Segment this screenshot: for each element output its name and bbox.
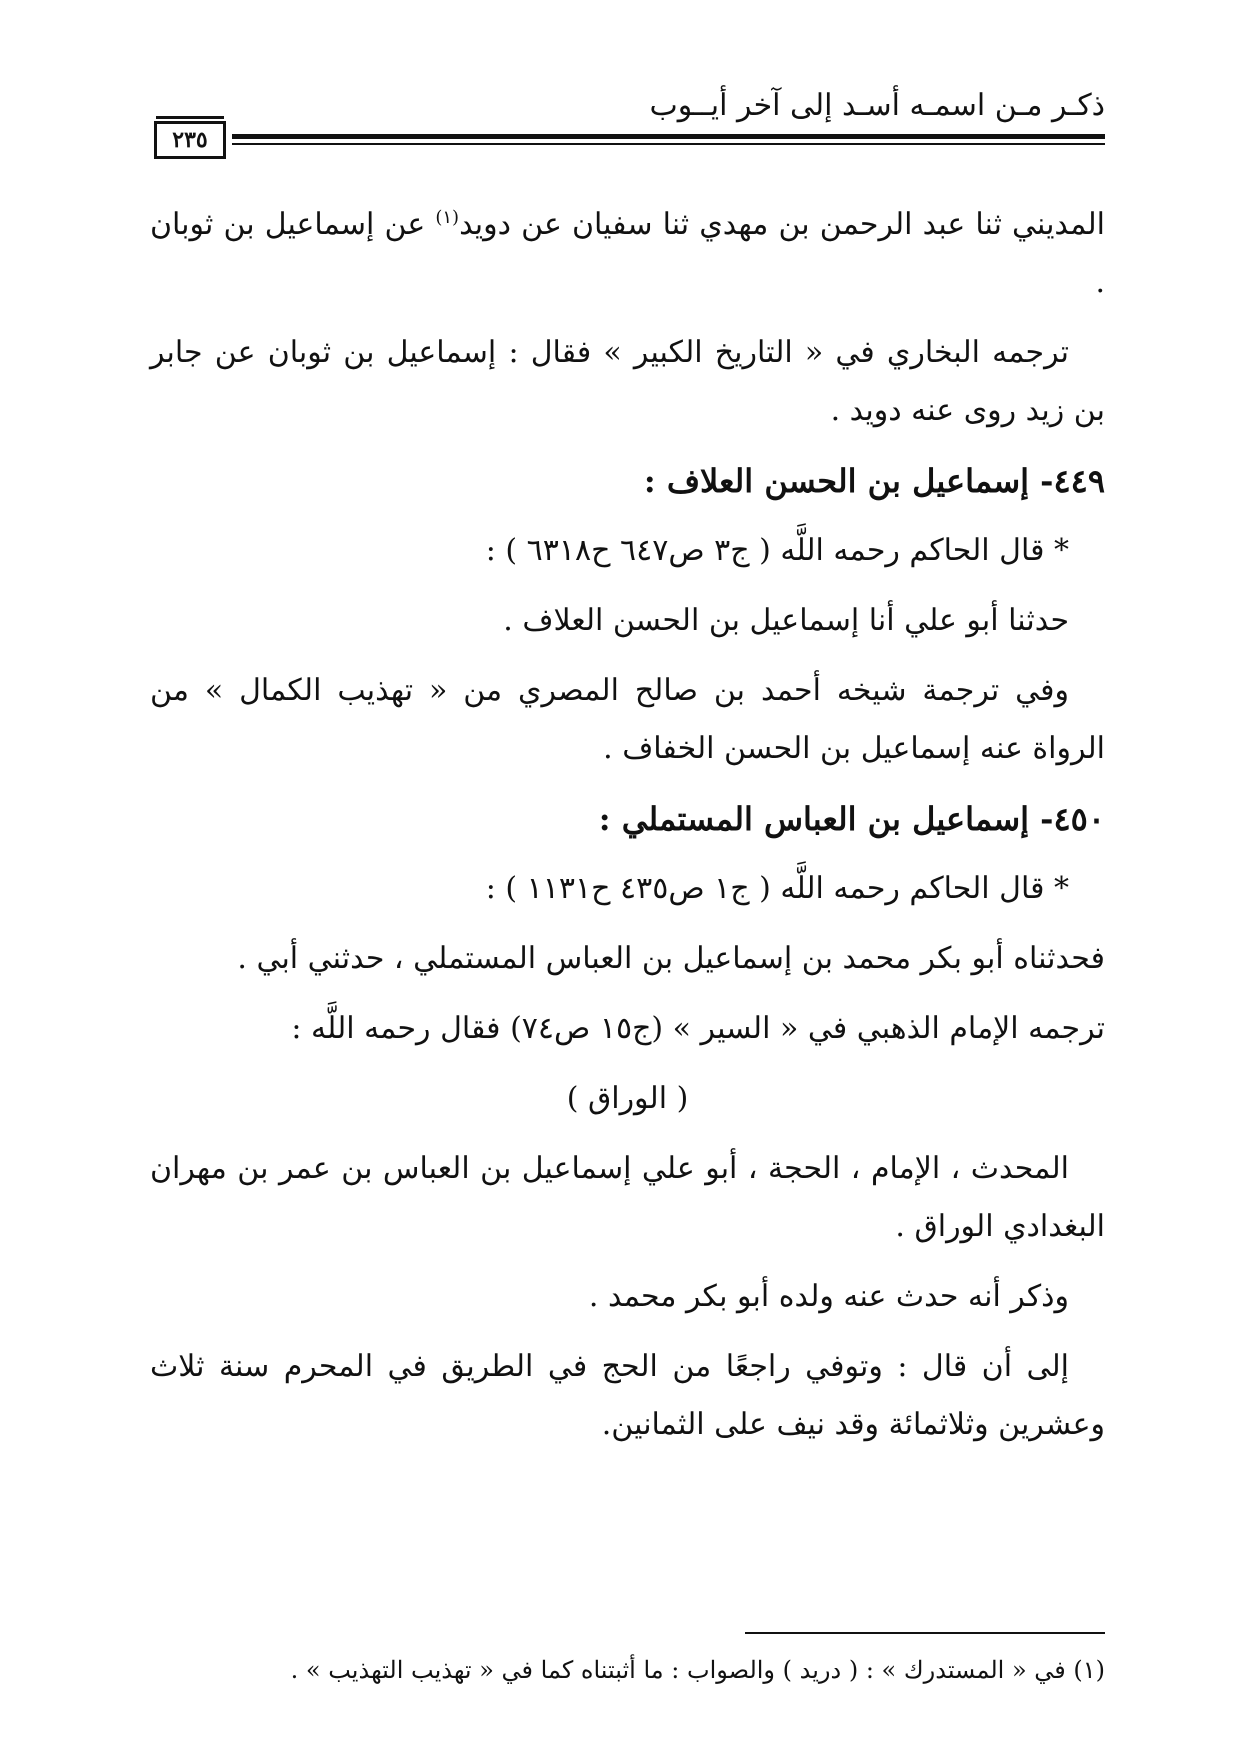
entry-heading-450: ٤٥٠- إسماعيل بن العباس المستملي :	[598, 800, 1105, 838]
paragraph-7: فحدثناه أبو بكر محمد بن إسماعيل بن العباس المستملي ، حدثني أبي .	[237, 941, 1105, 976]
header-rule-thick	[232, 134, 1105, 139]
running-title: ذكـر مـن اسمـه أسـد إلى آخر أيــوب	[649, 88, 1105, 123]
paragraph-4: حدثنا أبو علي أنا إسماعيل بن الحسن العلاف .	[503, 603, 1069, 638]
paragraph-1-rest: عن إسماعيل بن ثوبان .	[150, 207, 1105, 300]
footnote-marker[interactable]: (١)	[435, 207, 460, 228]
header-rule-thin	[232, 143, 1105, 145]
paragraph-6: * قال الحاكم رحمه اللَّه ( ج١ ص٤٣٥ ح١١٣١ ) :	[485, 871, 1069, 906]
entry-heading-449: ٤٤٩- إسماعيل بن الحسن العلاف :	[643, 462, 1105, 500]
paragraph-11: وذكر أنه حدث عنه ولده أبو بكر محمد .	[588, 1279, 1069, 1314]
footnote-rule	[745, 1632, 1105, 1634]
paragraph-8: ترجمه الإمام الذهبي في « السير » (ج١٥ ص٧٤) فقال رحمه اللَّه :	[291, 1011, 1105, 1046]
page-number: ٢٣٥	[154, 121, 226, 159]
paragraph-1	[150, 196, 1105, 312]
book-page	[150, 0, 1105, 1754]
paragraph-3: * قال الحاكم رحمه اللَّه ( ج٣ ص٦٤٧ ح٦٣١٨ ) :	[485, 533, 1069, 568]
paragraph-12: إلى أن قال : وتوفي راجعًا من الحج في الطريق في المحرم سنة ثلاث وعشرين وثلاثمائة وقد نيف على الثمانين.	[150, 1349, 1105, 1442]
paragraph-5: وفي ترجمة شيخه أحمد بن صالح المصري من « تهذيب الكمال » من الرواة عنه إسماعيل بن الحسن الخفاف .	[150, 673, 1105, 766]
main-text	[150, 196, 1105, 1466]
paragraph-10: المحدث ، الإمام ، الحجة ، أبو علي إسماعيل بن العباس بن عمر بن مهران البغدادي الوراق .	[150, 1151, 1105, 1244]
quoted-title: ( الوراق )	[566, 1081, 689, 1116]
footnote: (١) في « المستدرك » : ( دريد ) والصواب : ما أثبتناه كما في « تهذيب التهذيب » .	[290, 1656, 1105, 1684]
paragraph-1-text: المديني ثنا عبد الرحمن بن مهدي ثنا سفيان عن دويد	[459, 207, 1105, 242]
paragraph-2: ترجمه البخاري في « التاريخ الكبير » فقال : إسماعيل بن ثوبان عن جابر بن زيد روى عنه دويد .	[150, 335, 1105, 428]
